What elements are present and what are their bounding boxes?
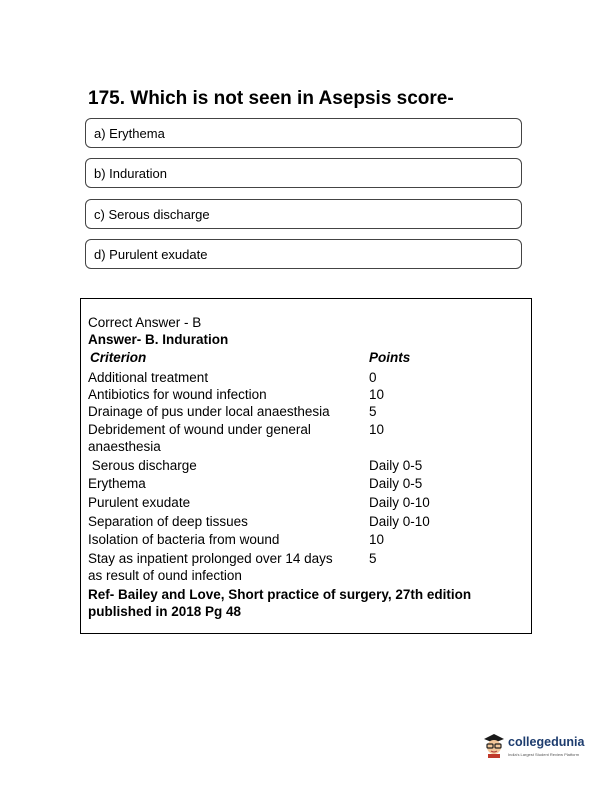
table-row-criterion: Additional treatment — [88, 370, 209, 385]
logo-mascot-icon — [482, 732, 506, 758]
table-row-points: Daily 0-10 — [369, 495, 430, 510]
question-title: 175. Which is not seen in Asepsis score- — [88, 88, 454, 109]
table-row-criterion: Drainage of pus under local anaesthesia — [88, 404, 330, 419]
table-header-criterion: Criterion — [90, 350, 147, 365]
logo-wordmark: collegedunia — [508, 735, 585, 749]
reference-line-1: Ref- Bailey and Love, Short practice of surgery, 27th edition — [88, 587, 472, 602]
reference-line-2: published in 2018 Pg 48 — [88, 604, 242, 619]
table-row-criterion: Serous discharge — [88, 458, 197, 473]
table-row-criterion-cont: anaesthesia — [88, 439, 161, 454]
table-row-criterion: Isolation of bacteria from wound — [88, 532, 280, 547]
table-row-points: Daily 0-10 — [369, 514, 430, 529]
table-row-points: 10 — [369, 532, 385, 547]
table-row-points: 5 — [369, 404, 377, 419]
correct-answer: Correct Answer - B — [88, 315, 202, 330]
table-row-criterion: Stay as inpatient prolonged over 14 days — [88, 551, 333, 566]
table-row-criterion: Antibiotics for wound infection — [88, 387, 267, 402]
table-row-points: 5 — [369, 551, 377, 566]
option-d[interactable]: d) Purulent exudate — [85, 239, 522, 269]
table-row-points: 10 — [369, 422, 385, 437]
table-row-points: Daily 0-5 — [369, 476, 423, 491]
table-header-points: Points — [369, 350, 411, 365]
table-row-points: 10 — [369, 387, 385, 402]
table-row-points: Daily 0-5 — [369, 458, 423, 473]
table-row-criterion-cont: as result of ound infection — [88, 568, 242, 583]
option-b[interactable]: b) Induration — [85, 158, 522, 188]
logo-tagline: India's Largest Student Review Platform — [508, 752, 580, 757]
option-a[interactable]: a) Erythema — [85, 118, 522, 148]
table-row-points: 0 — [369, 370, 377, 385]
option-c[interactable]: c) Serous discharge — [85, 199, 522, 229]
table-row-criterion: Debridement of wound under general — [88, 422, 311, 437]
table-row-criterion: Separation of deep tissues — [88, 514, 248, 529]
table-row-criterion: Purulent exudate — [88, 495, 191, 510]
answer-heading: Answer- B. Induration — [88, 332, 229, 347]
table-row-criterion: Erythema — [88, 476, 146, 491]
